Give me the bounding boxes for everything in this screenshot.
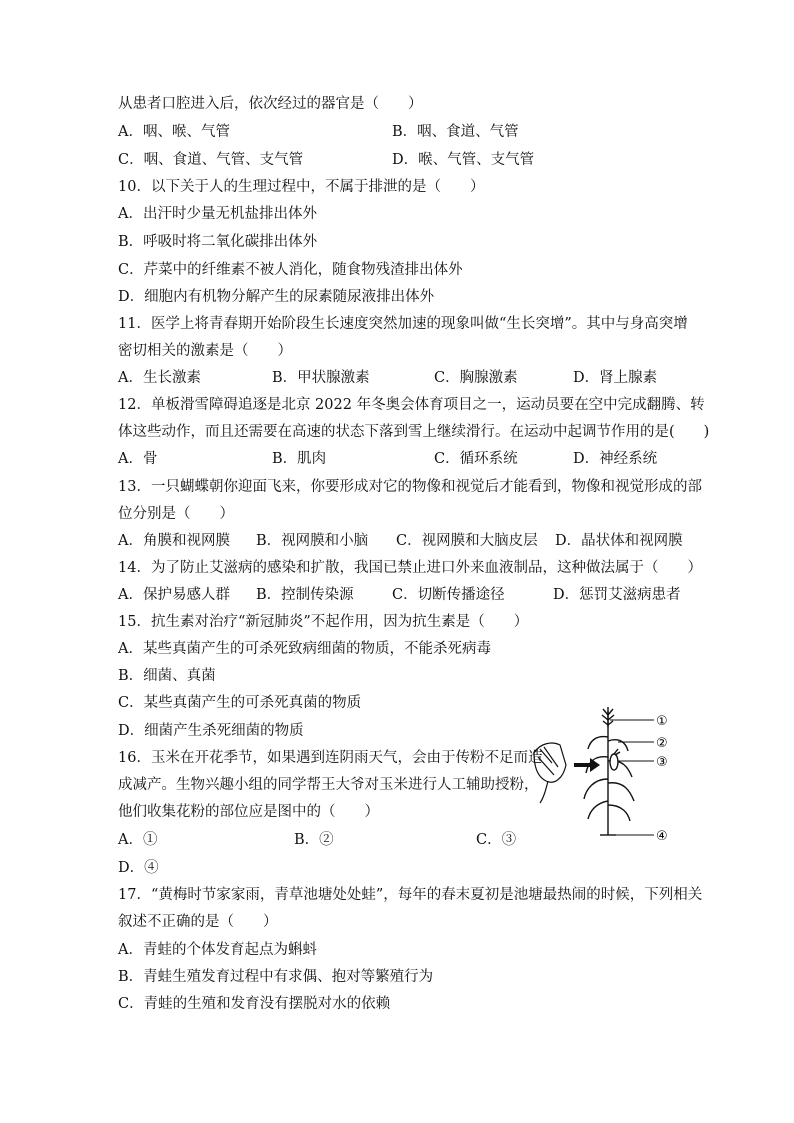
q14-option-d: D．惩罚艾滋病患者: [553, 587, 681, 603]
q9-option-b: B．咽、食道、气管: [392, 124, 519, 140]
label-2: ②: [656, 736, 668, 751]
q10-option-a: A．出汗时少量无机盐排出体外: [118, 206, 317, 222]
q9-option-c: C．咽、食道、气管、支气管: [118, 152, 304, 168]
q15-option-b: B．细菌、真菌: [118, 668, 216, 684]
q13-option-b: B．视网膜和小脑: [256, 533, 369, 549]
corn-plant-figure: [530, 705, 680, 845]
question-12-stem: 12．单板滑雪障碍追逐是北京 2022 年冬奥会体育项目之一，运动员要在空中完成翻腾、转: [118, 397, 705, 413]
label-3: ③: [656, 755, 668, 770]
q13-option-c: C．视网膜和大脑皮层: [396, 533, 538, 549]
question-9-stem-tail: 从患者口腔进入后，依次经过的器官是（ ）: [118, 96, 423, 112]
question-13-stem: 13．一只蝴蝶朝你迎面飞来，你要形成对它的物像和视觉后才能看到，物像和视觉形成的部: [118, 479, 702, 495]
label-1: ①: [656, 714, 668, 729]
question-16-stem-cont2: 他们收集花粉的部位应是图中的（ ）: [118, 804, 379, 820]
question-11-stem: 11．医学上将青春期开始阶段生长速度突然加速的现象叫做“生长突增”。其中与身高突增: [118, 316, 688, 332]
question-17-stem-cont: 叙述不正确的是（ ）: [118, 914, 278, 930]
q16-option-d: D．④: [118, 860, 159, 876]
q15-option-a: A．某些真菌产生的可杀死致病细菌的物质，不能杀死病毒: [118, 641, 491, 657]
label-4: ④: [656, 829, 668, 844]
q17-option-b: B．青蛙生殖发育过程中有求偶、抱对等繁殖行为: [118, 969, 434, 985]
q14-option-b: B．控制传染源: [256, 587, 354, 603]
question-13-stem-cont: 位分别是（ ）: [118, 506, 234, 522]
q10-option-d: D．细胞内有机物分解产生的尿素随尿液排出体外: [118, 289, 435, 305]
question-16-stem-cont: 成减产。生物兴趣小组的同学帮王大爷对玉米进行人工辅助授粉，: [118, 777, 539, 793]
q14-option-c: C．切断传播途径: [392, 587, 505, 603]
q14-option-a: A．保护易感人群: [118, 587, 230, 603]
question-10-stem: 10．以下关于人的生理过程中，不属于排泄的是（ ）: [118, 179, 485, 195]
q12-option-b: B．肌肉: [272, 451, 327, 467]
q16-option-c: C．③: [476, 832, 517, 848]
label-leader-lines: [610, 720, 654, 835]
question-14-stem: 14．为了防止艾滋病的感染和扩散，我国已禁止进口外来血液制品，这种做法属于（ ）: [118, 560, 702, 576]
q13-option-a: A．角膜和视网膜: [118, 533, 230, 549]
question-11-stem-cont: 密切相关的激素是（ ）: [118, 343, 292, 359]
question-15-stem: 15．抗生素对治疗“新冠肺炎”不起作用，因为抗生素是（ ）: [118, 614, 529, 630]
q12-option-c: C．循环系统: [434, 451, 518, 467]
q9-option-d: D．喉、气管、支气管: [392, 152, 535, 168]
q12-option-a: A．骨: [118, 451, 158, 467]
q15-option-d: D．细菌产生杀死细菌的物质: [118, 723, 304, 739]
q15-option-c: C．某些真菌产生的可杀死真菌的物质: [118, 695, 362, 711]
question-12-stem-cont: 体这些动作，而且还需要在高速的状态下落到雪上继续滑行。在运动中起调节作用的是( ): [118, 424, 710, 440]
q11-option-a: A．生长激素: [118, 370, 201, 386]
q11-option-d: D．肾上腺素: [573, 370, 658, 386]
corn-stalk: [584, 707, 634, 835]
question-16-stem: 16．玉米在开花季节，如果遇到连阴雨天气，会由于传粉不足而造: [118, 750, 543, 766]
question-17-stem: 17．“黄梅时节家家雨，青草池塘处处蛙”，每年的春末夏初是池塘最热闹的时候，下列相关: [118, 887, 703, 903]
q11-option-c: C．胸腺激素: [434, 370, 518, 386]
q10-option-c: C．芹菜中的纤维素不被人消化，随食物残渣排出体外: [118, 262, 463, 278]
q12-option-d: D．神经系统: [573, 451, 658, 467]
q16-option-b: B．②: [294, 832, 334, 848]
q9-option-a: A．咽、喉、气管: [118, 124, 230, 140]
q13-option-d: D．晶状体和视网膜: [555, 533, 683, 549]
q17-option-a: A．青蛙的个体发育起点为蝌蚪: [118, 942, 317, 958]
hand-with-bag-icon: [534, 743, 566, 803]
q17-option-c: C．青蛙的生殖和发育没有摆脱对水的依赖: [118, 996, 391, 1012]
q11-option-b: B．甲状腺激素: [272, 370, 370, 386]
q10-option-b: B．呼吸时将二氧化碳排出体外: [118, 234, 318, 250]
q16-option-a: A．①: [118, 832, 158, 848]
